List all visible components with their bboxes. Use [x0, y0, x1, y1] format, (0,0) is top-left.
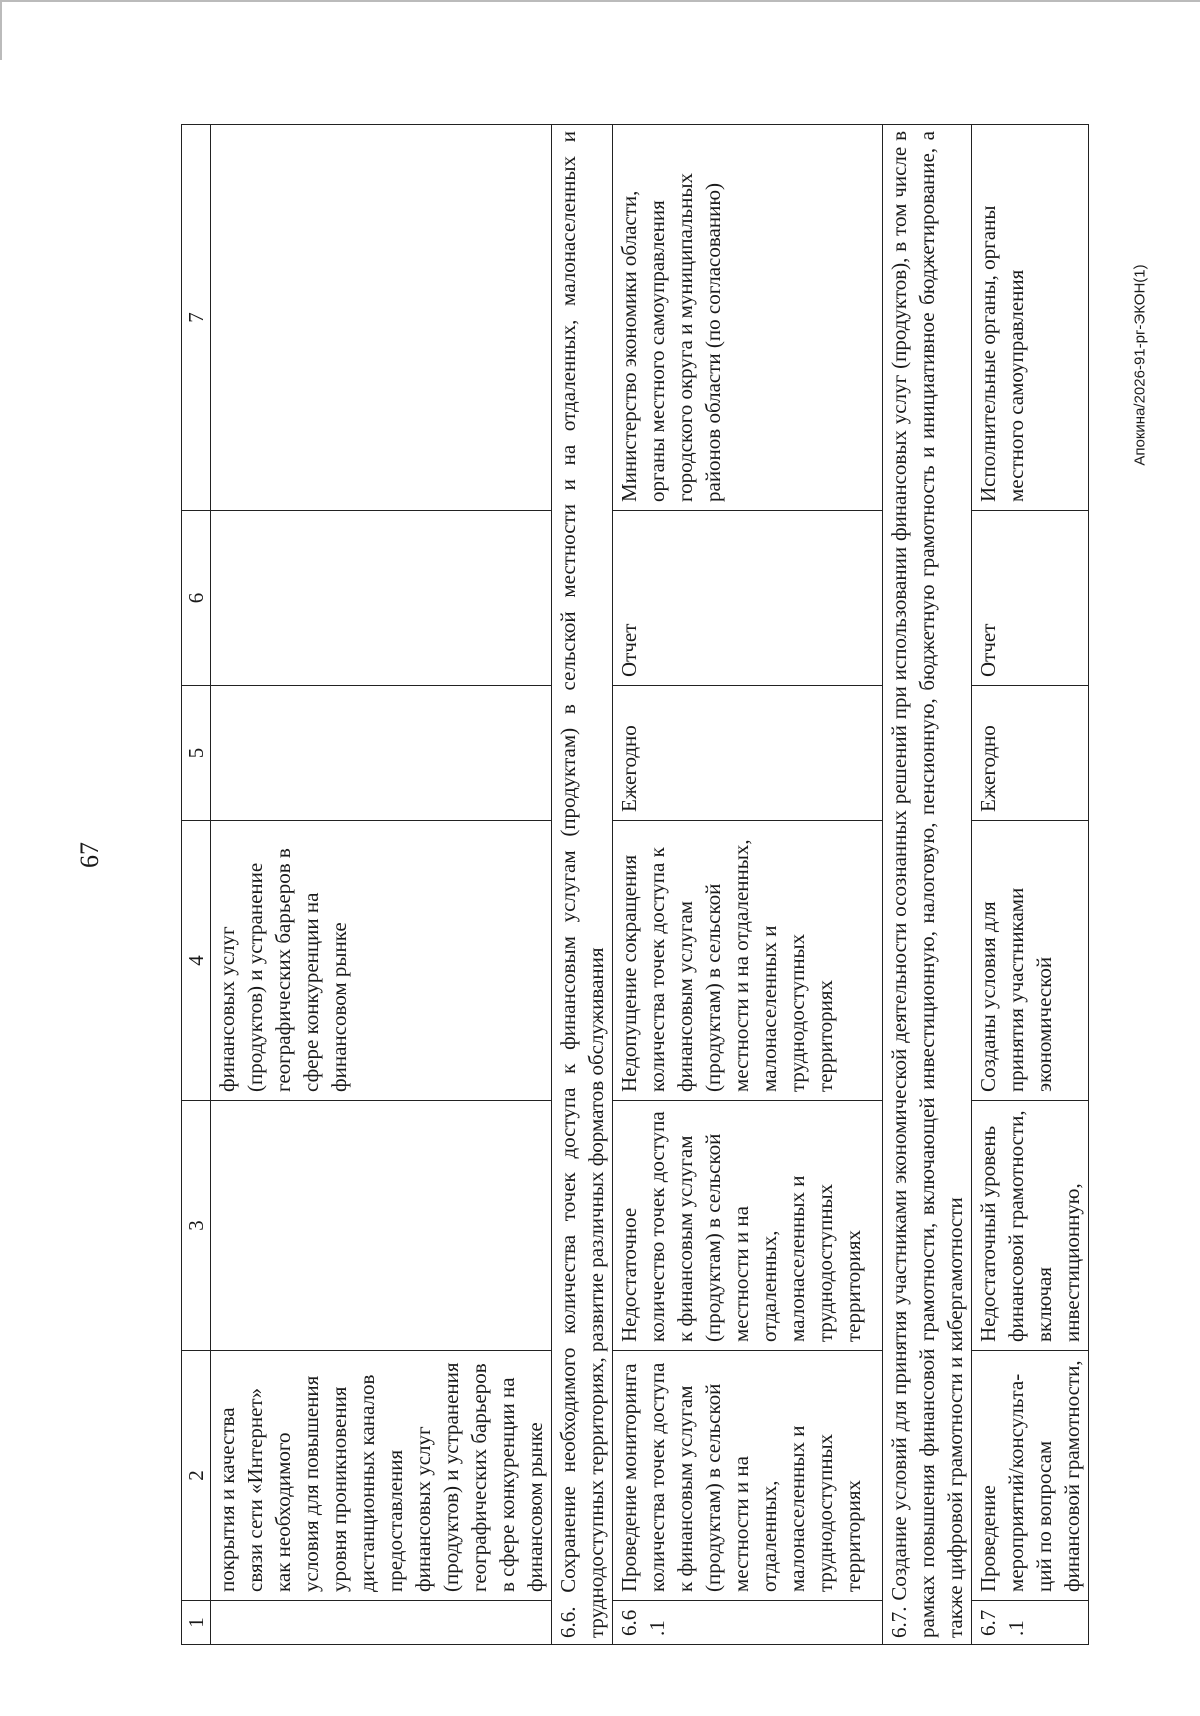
header-cell: 6: [182, 511, 211, 686]
table-row: [972, 125, 1089, 1645]
cell-document: Отчет: [613, 511, 883, 686]
header-cell: 4: [182, 821, 211, 1101]
cell-result: Недопущение сокращения количества точек доступа к финансовым услугам (продуктам) в сельской местности и на отдаленных, малонаселенных и труднодоступных территориях: [613, 821, 883, 1101]
cell-number: [211, 1601, 552, 1645]
cell-result: Созданы условия для принятия участниками экономической: [972, 821, 1089, 1101]
cell-result: финансовых услуг (продуктов) и устранение географических барьеров в сфере конкуренции на финансовом рынке: [211, 821, 552, 1101]
rotated-table-wrapper: [181, 125, 1126, 1645]
cell-problem: Недостаточное количество точек доступа к финансовым услугам (продуктам) в сельской местности и на отдаленных, малонаселенных и труднодоступных территориях: [613, 1101, 883, 1351]
section-title-6-6: 6.6. Сохранение необходимого количества точек доступа к финансовым услугам (продуктам) в сельской местности и на отдаленных, малонаселенных и труднодоступных территориях, развитие различных форматов обслуживания: [552, 125, 613, 1645]
cell-document: [211, 511, 552, 686]
table-header-row: [182, 125, 211, 1645]
section-title-6-7: 6.7. Создание условий для принятия участниками экономической деятельности осознанных решений при использовании финансовых услуг (продуктов), в том числе в рамках повышения финансовой грамотности, включающей инвестиционную, налоговую, пенсионную, бюджетную грамотность и инициативное бюджетирование, а также цифровой грамотности и кибергамотности: [883, 125, 972, 1645]
header-cell: 5: [182, 686, 211, 821]
cell-deadline: Ежегодно: [613, 686, 883, 821]
page-number: 67: [75, 842, 104, 868]
section-row: [552, 125, 613, 1645]
table-row: [211, 125, 552, 1645]
section-row: [883, 125, 972, 1645]
header-cell: 1: [182, 1601, 211, 1645]
header-cell: 2: [182, 1351, 211, 1601]
cell-measure: Проведение мониторинга количества точек доступа к финансовым услугам (продуктам) в сельской местности и на отдаленных, малонаселенных и труднодоступных территориях: [613, 1351, 883, 1601]
cell-measure: Проведение мероприятий/консульта-ций по вопросам финансовой грамотности,: [972, 1351, 1089, 1601]
document-code: Апокина/2026-91-рг-ЭКОН(1): [1131, 264, 1149, 466]
header-cell: 3: [182, 1101, 211, 1351]
cell-responsible: Министерство экономики области, органы местного самоуправления городского округа и муниципальных районов области (по согласованию): [613, 125, 883, 511]
cell-document: Отчет: [972, 511, 1089, 686]
header-cell: 7: [182, 125, 211, 511]
cell-measure: покрытия и качества связи сети «Интернет» как необходимого условия для повышения уровня проникновения дистанционных каналов предоставления финансовых услуг (продуктов) и устранения географических барьеров в сфере конкуренции на финансовом рынке: [211, 1351, 552, 1601]
cell-deadline: [211, 686, 552, 821]
scan-edge-top: [0, 0, 1200, 2]
cell-responsible: [211, 125, 552, 511]
cell-deadline: Ежегодно: [972, 686, 1089, 821]
cell-number: 6.7.1: [972, 1601, 1089, 1645]
cell-problem: Недостаточный уровень финансовой грамотности, включая инвестиционную,: [972, 1101, 1089, 1351]
cell-problem: [211, 1101, 552, 1351]
cell-responsible: Исполнительные органы, органы местного самоуправления: [972, 125, 1089, 511]
measures-table: [181, 124, 1089, 1645]
scan-edge-left: [0, 0, 2, 60]
table-row: [613, 125, 883, 1645]
cell-number: 6.6.1: [613, 1601, 883, 1645]
